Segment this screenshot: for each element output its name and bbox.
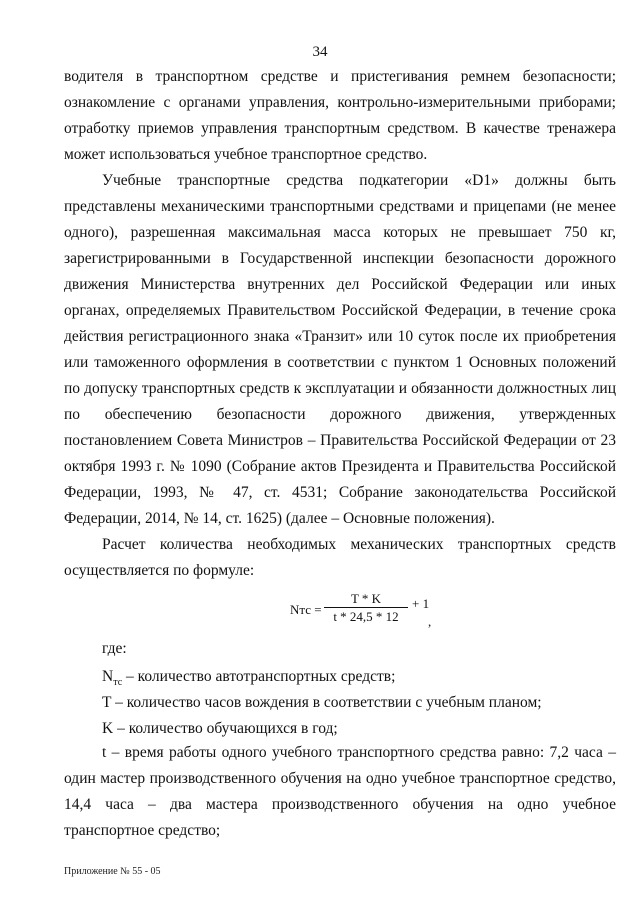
page-footer: Приложение № 55 - 05 (64, 866, 161, 877)
vehicle-count-formula (290, 592, 450, 628)
definition-k: K – количество обучающихся в год; (102, 720, 338, 737)
definition-n-symbol: N (102, 668, 114, 685)
paragraph-3: Расчет количества необходимых механических транспортных средств осуществляется по формуле: (64, 536, 616, 579)
formula-plus-one: + 1 (412, 596, 430, 611)
formula-comma: , (428, 614, 432, 629)
page-number: 34 (312, 44, 328, 60)
paragraph-1: водителя в транспортном средстве и пристегивания ремнем безопасности; ознакомление с органами управления, контрольно-измерительными приборами; отработку приемов управления транспортным средством. В качестве тренажера может использоваться учебное транспортное средство. (64, 68, 616, 163)
definition-n-subscript: тс (113, 677, 123, 689)
paragraph-2: Учебные транспортные средства подкатегории «D1» должны быть представлены механическими транспортными средствами и прицепами (не менее одного), разрешенная максимальная масса которых не превышает 750 кг, зарегистрированными в Государственной инспекции безопасности дорожного движения Министерства внутренних дел Российской Федерации или иных органах, определяемых Правительством Российской Федерации, в течение срока действия регистрационного знака «Транзит» или 10 суток после их приобретения или таможенного оформления в соответствии с пунктом 1 Основных положений по допуску транспортных средств к эксплуатации и обязанности должностных лиц по обеспечению безопасности дорожного движения, утвержденных постановлением Совета Министров – Правительства Российской Федерации от 23 октября 1993 г. № 1090 (Собрание актов Президента и Правительства Российской Федерации, 1993, № 47, ст. 4531; Собрание законодательства Российской Федерации, 2014, № 14, ст. 1625) (далее – Основные положения). (64, 172, 616, 527)
definition-t-lower: t – время работы одного учебного транспортного средства равно: 7,2 часа – один мастер производственного обучения на одно учебное транспортное средство, 14,4 часа – два мастера производственного обучения на одно учебное транспортное средство; (64, 744, 616, 839)
paragraph-continuation (64, 64, 616, 168)
formula-numerator: T * K (324, 592, 408, 608)
definition-t-upper: T – количество часов вождения в соответствии с учебным планом; (102, 694, 542, 711)
paragraph-training-vehicles (64, 168, 616, 532)
formula-lhs: Nтс = (290, 602, 322, 617)
formula-fraction (324, 592, 408, 625)
definition-n-text: – количество автотранспортных средств; (122, 668, 396, 685)
definitions-intro: где: (102, 640, 127, 657)
paragraph-calculation-intro (64, 532, 616, 584)
formula-denominator: t * 24,5 * 12 (333, 609, 399, 624)
